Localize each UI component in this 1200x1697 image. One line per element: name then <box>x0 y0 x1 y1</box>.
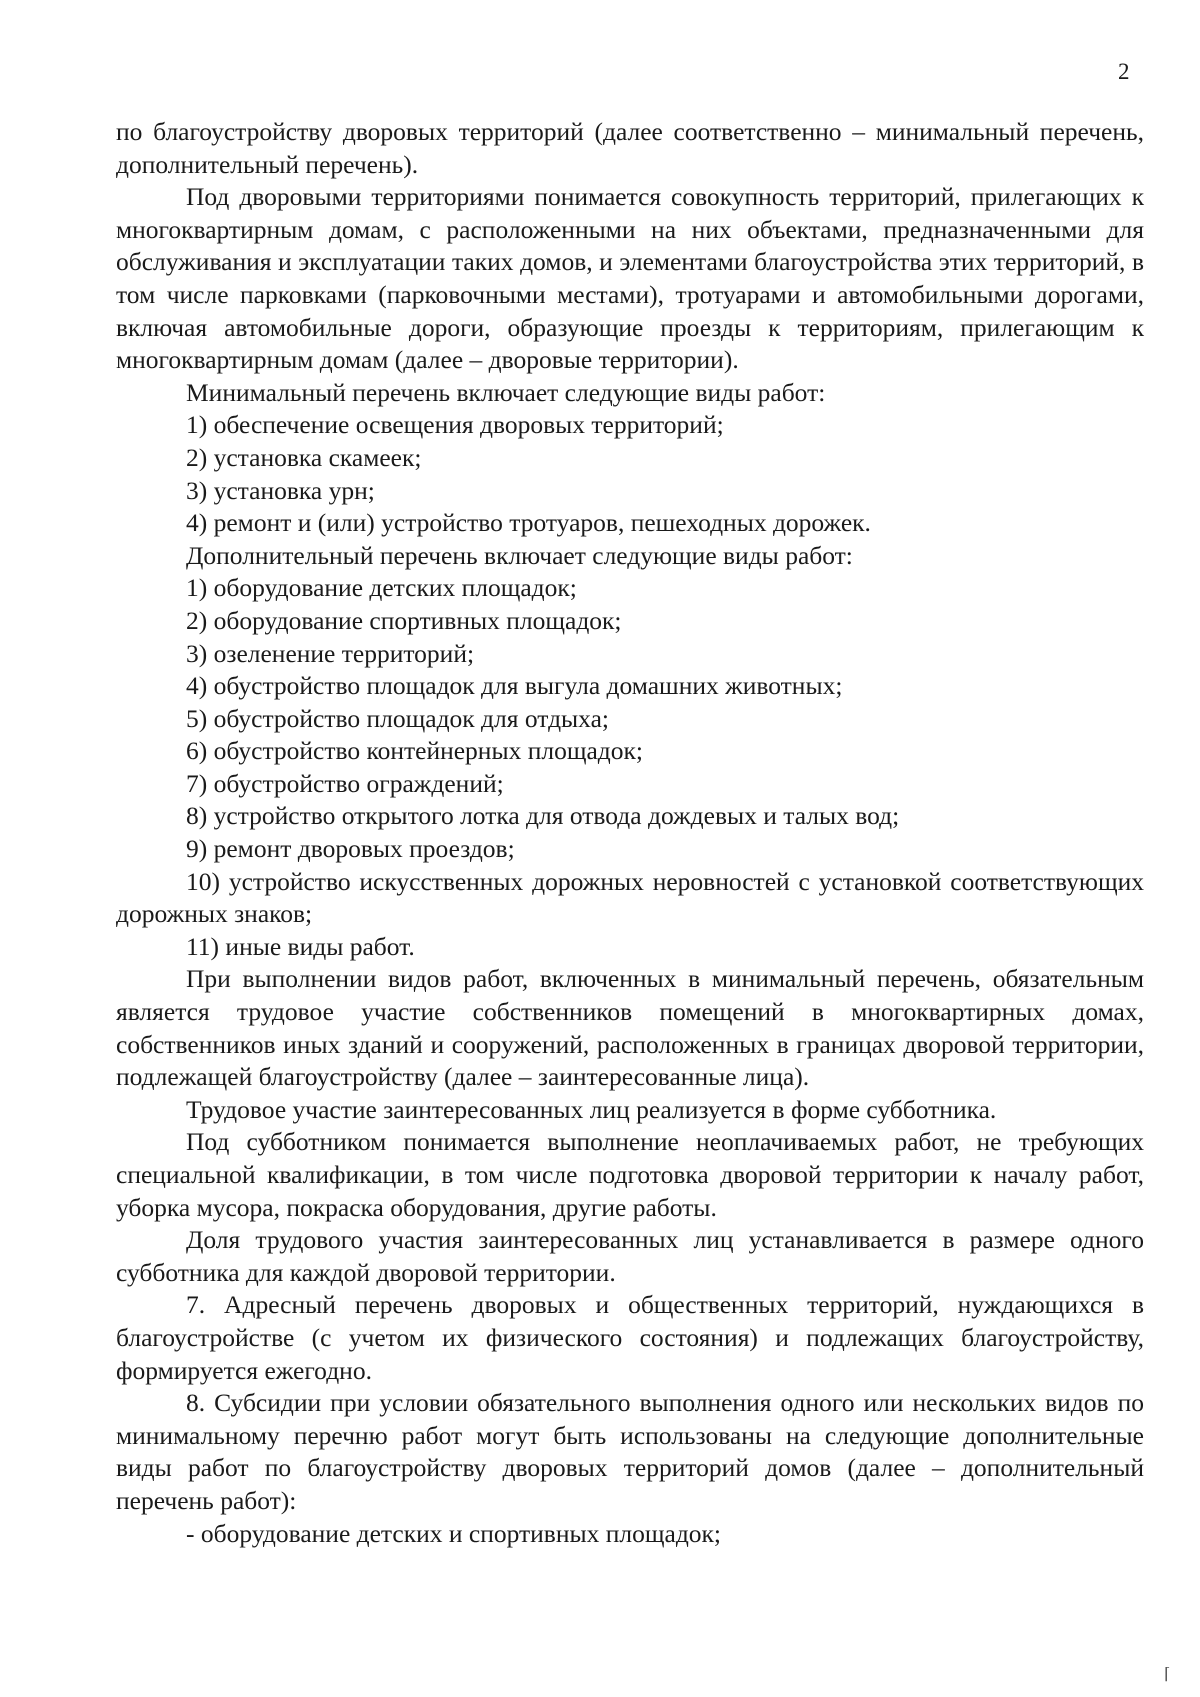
paragraph: 10) устройство искусственных дорожных неровностей с установкой соответствующих дорожных знаков; <box>116 866 1144 929</box>
paragraph: 5) обустройство площадок для отдыха; <box>186 703 610 733</box>
paragraph: Под субботником понимается выполнение неоплачиваемых работ, не требующих специальной квалификации, в том числе подготовка дворовой территории к началу работ, уборка мусора, покраска оборудования, другие работы. <box>116 1127 1144 1222</box>
paragraph: Минимальный перечень включает следующие виды работ: <box>186 377 826 407</box>
paragraph: При выполнении видов работ, включенных в минимальный перечень, обязательным является трудовое участие собственников помещений в многоквартирных домах, собственников иных зданий и сооружений, расположенных в границах дворовой территории, подлежащей благоустройству (далее – заинтересованные лица). <box>116 964 1144 1092</box>
paragraph: 3) установка урн; <box>186 475 375 505</box>
paragraph: 1) обеспечение освещения дворовых территорий; <box>186 410 724 440</box>
paragraph: 7) обустройство ограждений; <box>186 768 504 798</box>
paragraph: 6) обустройство контейнерных площадок; <box>186 736 643 766</box>
paragraph: 7. Адресный перечень дворовых и общественных территорий, нуждающихся в благоустройстве (с учетом их физического состояния) и подлежащих благоустройству, формируется ежегодно. <box>116 1290 1144 1385</box>
paragraph: - оборудование детских и спортивных площадок; <box>186 1518 722 1548</box>
page-number: 2 <box>1118 59 1130 84</box>
paragraph: Доля трудового участия заинтересованных лиц устанавливается в размере одного субботника для каждой дворовой территории. <box>116 1225 1144 1287</box>
paragraph: 9) ремонт дворовых проездов; <box>186 834 515 864</box>
paragraph: 4) обустройство площадок для выгула домашних животных; <box>186 671 843 701</box>
paragraph: 2) установка скамеек; <box>186 442 422 472</box>
paragraph: 11) иные виды работ. <box>186 931 415 961</box>
paragraph: 1) оборудование детских площадок; <box>186 573 577 603</box>
paragraph: 3) озеленение территорий; <box>186 638 475 668</box>
paragraph: 2) оборудование спортивных площадок; <box>186 605 622 635</box>
document-body <box>116 116 1144 1550</box>
paragraph: Дополнительный перечень включает следующие виды работ: <box>186 540 853 570</box>
paragraph: 8) устройство открытого лотка для отвода дождевых и талых вод; <box>186 801 900 831</box>
paragraph: по благоустройству дворовых территорий (далее соответственно – минимальный перечень, дополнительный перечень). <box>116 117 1144 179</box>
scan-artifact-mark: ⌈ <box>1164 1666 1171 1683</box>
paragraph: Под дворовыми территориями понимается совокупность территорий, прилегающих к многоквартирным домам, с расположенными на них объектами, предназначенными для обслуживания и эксплуатации таких домов, и элементами благоустройства этих территорий, в том числе парковками (парковочными местами), тротуарами и автомобильными дорогами, включая автомобильные дороги, образующие проезды к территориям, прилегающим к многоквартирным домам (далее – дворовые территории). <box>116 182 1144 375</box>
paragraph: 8. Субсидии при условии обязательного выполнения одного или нескольких видов по минимальному перечню работ могут быть использованы на следующие дополнительные виды работ по благоустройству дворовых территорий домов (далее – дополнительный перечень работ): <box>116 1388 1144 1515</box>
paragraph: Трудовое участие заинтересованных лиц реализуется в форме субботника. <box>186 1094 997 1124</box>
paragraph: 4) ремонт и (или) устройство тротуаров, пешеходных дорожек. <box>186 508 871 538</box>
